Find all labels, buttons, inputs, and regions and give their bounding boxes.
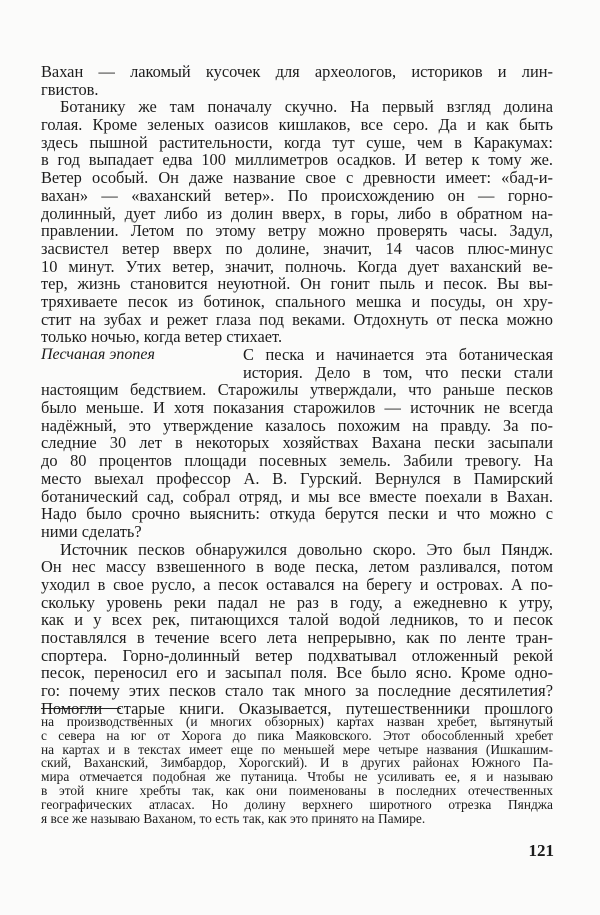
text-line: было меньше. И хотя показания старожилов — источник не всегда xyxy=(41,398,553,418)
text-line: Вахан — лакомый кусочек для археологов, историков и лин- xyxy=(41,62,553,81)
footnote-line: на производственных (и многих обзорных) картах назван хребет, вытянутый xyxy=(41,714,553,729)
text-line: вахан» — «ваханский ветер». По происхождению он — горно- xyxy=(41,185,553,205)
footnote-line: я все же называю Ваханом, то есть так, как это принято на Памире. xyxy=(41,810,426,826)
text-line: Ботанику же там поначалу скучно. На первый взгляд долина xyxy=(60,97,553,117)
paragraph xyxy=(41,63,553,98)
paragraph xyxy=(41,98,553,346)
text-line: песок, переносил его и засыпал поля. Все было ясно. Кроме одно- xyxy=(41,663,553,683)
text-line: тер, жизнь становится неуютной. Он гонит пыль и песок. Вы вы- xyxy=(41,274,553,294)
text-line: уходил в свое русло, а песок оставался на берегу и островах. А по- xyxy=(41,574,553,594)
paragraph xyxy=(41,541,553,718)
text-line: в год выпадает едва 100 миллиметров осадков. И ветер к тому же. xyxy=(41,150,553,170)
footnote-line: ский, Ваханский, Зимбардор, Хорогский). И в других районах Южного Па- xyxy=(41,755,553,771)
text-line: С песка и начинается эта ботаническая xyxy=(243,345,553,364)
footnote-line: в этой книге хребты так, как они поименованы в последних отечественных xyxy=(41,782,553,798)
text-line: надёжный, это утверждение казалось похожим на правду. За по- xyxy=(41,415,553,435)
section-start-row xyxy=(41,364,553,382)
heading-spacer xyxy=(41,364,243,382)
section-start-row xyxy=(41,346,553,364)
footnote-line: на картах и в текстах имеет еще по меньшей мере четыре названия (Ишкашим- xyxy=(41,741,553,757)
text-line: стит на зубах и режет глаза под веками. Отдохнуть от песка можно xyxy=(41,309,553,329)
text-line: Он нес массу взвешенного в воде песка, летом разливался, потом xyxy=(41,557,553,577)
text-line: спортера. Горно-долинный ветер подхватывал отложенный рекой xyxy=(41,645,553,665)
text-line: гвистов. xyxy=(41,79,99,99)
page-number: 121 xyxy=(528,841,554,860)
text-line: как и у всех рек, питающихся талой водой ледников, то и песок xyxy=(41,610,553,630)
text-line: Ветер особый. Он даже название свое с древности имеет: «бад-и- xyxy=(41,168,553,188)
footnote-line: мира отмечается подобная же путаница. Чтобы не усиливать ее, я и называю xyxy=(41,769,553,785)
text-line: скольку уровень реки падал не раз в году, а ежедневно к утру, xyxy=(41,592,553,612)
text-line: 10 минут. Утих ветер, значит, полночь. Когда дует ваханский ве- xyxy=(41,256,553,276)
text-line: го: почему этих песков стало так много за последние десятилетия? xyxy=(41,681,553,701)
text-line: место выехал профессор А. В. Гурский. Вернулся в Памирский xyxy=(41,468,553,488)
section-heading: Песчаная эпопея xyxy=(41,346,155,363)
text-line: поставлялся в течение всего лета непрерывно, как по ленте тран- xyxy=(41,628,553,647)
text-line: засвистел ветер вверх по долине, значит, 14 часов плюс-минус xyxy=(41,238,553,258)
text-line: здесь пышной растительности, когда тут суше, чем в Каракумах: xyxy=(41,132,553,152)
text-line: тряхиваете песок из ботинок, спального мешка и посуды, он хру- xyxy=(41,291,553,311)
footnote-divider xyxy=(41,708,121,709)
text-line: следние 30 лет в некоторых хозяйствах Вахана пески засыпали xyxy=(41,433,553,453)
footnote xyxy=(41,715,553,825)
footnote-line: с севера на юг от Хорога до пика Маяковского. Этот обособленный хребет xyxy=(41,727,553,743)
paragraph xyxy=(41,381,553,540)
text-line: настоящим бедствием. Старожилы утверждали, что раньше песков xyxy=(41,380,553,400)
text-line: Надо было срочно выяснить: откуда берутся пески и что можно с xyxy=(41,504,553,524)
main-text xyxy=(41,63,553,717)
text-line: до 80 процентов площади посевных земель. Забили тревогу. На xyxy=(41,451,553,471)
text-line: голая. Кроме зеленых оазисов кишлаков, все серо. Да и как быть xyxy=(41,115,553,135)
text-line: только ночью, когда ветер стихает. xyxy=(41,327,283,347)
footnote-line: географических атласах. Но долину верхнего широтного отрезка Пянджа xyxy=(41,796,553,812)
text-line: Помогли старые книги. Оказывается, путешественники прошлого xyxy=(41,698,553,718)
text-line: ботанический сад, собрал отряд, и мы все вместе поехали в Вахан. xyxy=(41,486,553,506)
text-line: долинный, дует либо из долин вверх, в горы, либо в обратном на- xyxy=(41,203,553,223)
text-line: правлении. Летом по этому ветру можно проверять часы. Задул, xyxy=(41,221,553,241)
text-line: Источник песков обнаружился довольно скоро. Это был Пяндж. xyxy=(60,539,553,559)
text-line: история. Дело в том, что пески стали xyxy=(243,362,553,382)
text-line: ними сделать? xyxy=(41,521,142,541)
